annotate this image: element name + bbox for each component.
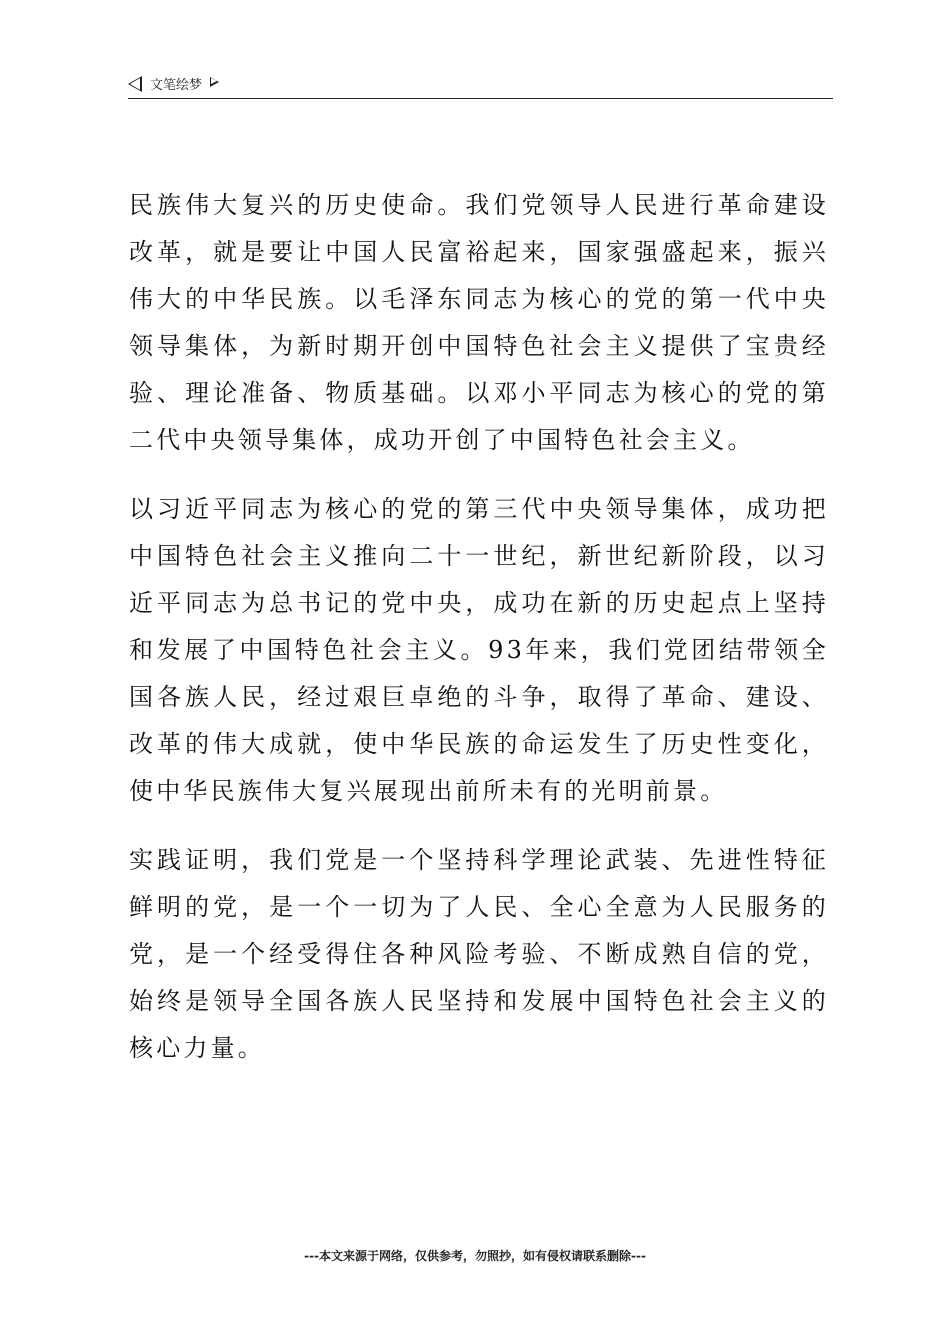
paragraph-1: 民族伟大复兴的历史使命。我们党领导人民进行革命建设改革，就是要让中国人民富裕起来，国家强盛起来，振兴伟大的中华民族。以毛泽东同志为核心的党的第一代中央领导集体，为新时期开创中国特色社会主义提供了宝贵经验、理论准备、物质基础。以邓小平同志为核心的党的第二代中央领导集体，成功开创了中国特色社会主义。 <box>129 191 829 454</box>
paragraph-3: 实践证明，我们党是一个坚持科学理论武装、先进性特征鲜明的党，是一个一切为了人民、全心全意为人民服务的党，是一个经受得住各种风险考验、不断成熟自信的党，始终是领导全国各族人民坚持和发展中国特色社会主义的核心力量。 <box>129 846 829 1062</box>
header-brand <box>128 74 219 93</box>
document-body <box>129 182 829 1094</box>
triangle-left-icon <box>128 76 142 92</box>
page-header <box>128 72 833 99</box>
paragraph-2: 以习近平同志为核心的党的第三代中央领导集体，成功把中国特色社会主义推向二十一世纪，新世纪新阶段，以习近平同志为总书记的党中央，成功在新的历史起点上坚持和发展了中国特色社会主义。93年来，我们党团结带领全国各族人民，经过艰巨卓绝的斗争，取得了革命、建设、改革的伟大成就，使中华民族的命运发生了历史性变化，使中华民族伟大复兴展现出前所未有的光明前景。 <box>129 495 829 805</box>
footer-notice: ---本文来源于网络，仅供参考，勿照抄，如有侵权请联系删除--- <box>304 1249 646 1263</box>
header-title: 文笔绘梦 <box>150 78 203 93</box>
triangle-right-icon <box>210 77 219 87</box>
